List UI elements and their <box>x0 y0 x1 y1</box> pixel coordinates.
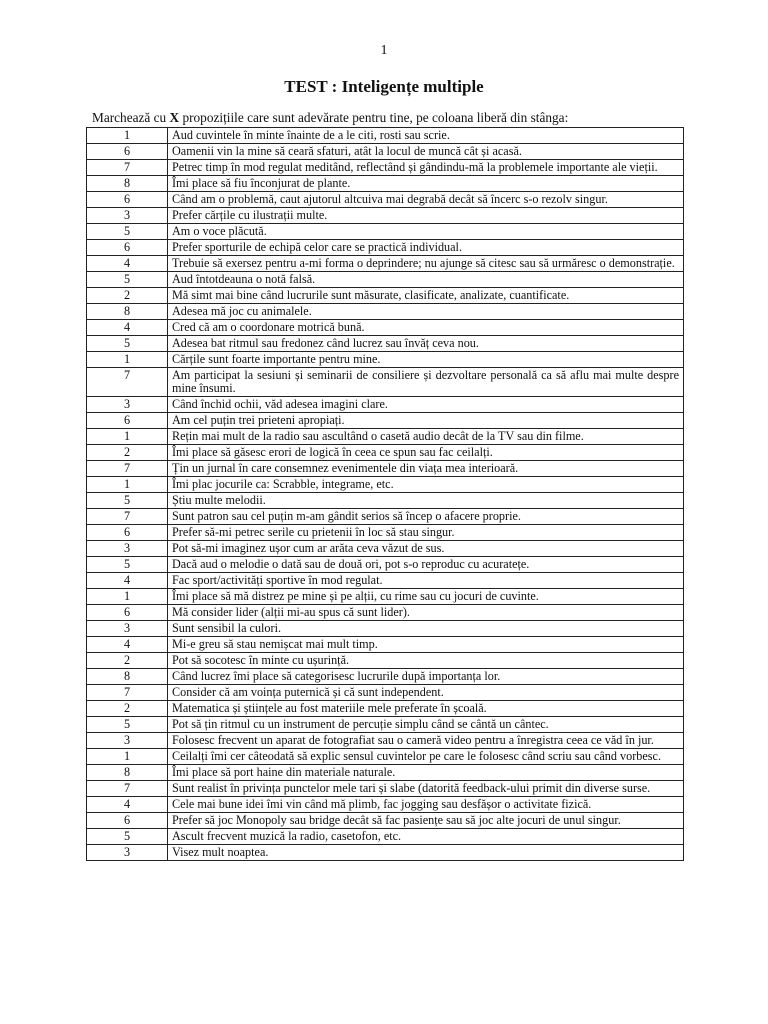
row-number: 5 <box>87 493 168 509</box>
row-statement: Prefer să-mi petrec serile cu prietenii în loc să stau singur. <box>168 525 684 541</box>
table-row <box>87 192 684 208</box>
table-row <box>87 541 684 557</box>
row-statement: Când închid ochii, văd adesea imagini clare. <box>168 397 684 413</box>
row-number: 6 <box>87 525 168 541</box>
row-statement: Fac sport/activități sportive în mod regulat. <box>168 573 684 589</box>
row-number: 7 <box>87 509 168 525</box>
table-row <box>87 733 684 749</box>
table-row <box>87 240 684 256</box>
row-statement: Aud cuvintele în minte înainte de a le citi, rosti sau scrie. <box>168 128 684 144</box>
row-number: 5 <box>87 717 168 733</box>
row-number: 3 <box>87 208 168 224</box>
row-number: 1 <box>87 749 168 765</box>
row-statement: Trebuie să exersez pentru a-mi forma o deprindere; nu ajunge să citesc sau să urmăresc o demonstrație. <box>168 256 684 272</box>
row-statement: Când lucrez îmi place să categorisesc lucrurile după importanța lor. <box>168 669 684 685</box>
row-number: 6 <box>87 240 168 256</box>
table-row <box>87 653 684 669</box>
instruction-before: Marchează cu <box>92 110 170 125</box>
row-statement: Cărțile sunt foarte importante pentru mine. <box>168 352 684 368</box>
row-statement: Rețin mai mult de la radio sau ascultând o casetă audio decât de la TV sau din filme. <box>168 429 684 445</box>
row-number: 8 <box>87 304 168 320</box>
row-number: 3 <box>87 541 168 557</box>
page-title: TEST : Inteligențe multiple <box>284 77 484 96</box>
instruction-text <box>92 110 568 126</box>
table-row <box>87 765 684 781</box>
table-row <box>87 845 684 861</box>
table-row <box>87 128 684 144</box>
table-row <box>87 781 684 797</box>
row-number: 6 <box>87 605 168 621</box>
page-number: 1 <box>380 43 388 58</box>
row-statement: Dacă aud o melodie o dată sau de două ori, pot s-o reproduc cu acuratețe. <box>168 557 684 573</box>
row-number: 8 <box>87 176 168 192</box>
row-number: 6 <box>87 813 168 829</box>
row-number: 5 <box>87 336 168 352</box>
table-row <box>87 176 684 192</box>
row-statement: Sunt sensibil la culori. <box>168 621 684 637</box>
row-statement: Petrec timp în mod regulat meditând, reflectând și gândindu-mă la problemele importante ale vieții. <box>168 160 684 176</box>
row-number: 5 <box>87 829 168 845</box>
row-statement: Mă consider lider (alții mi-au spus că sunt lider). <box>168 605 684 621</box>
table-row <box>87 336 684 352</box>
table-row <box>87 605 684 621</box>
row-number: 4 <box>87 797 168 813</box>
row-statement: Prefer sporturile de echipă celor care se practică individual. <box>168 240 684 256</box>
table-row <box>87 669 684 685</box>
row-number: 6 <box>87 144 168 160</box>
row-number: 1 <box>87 589 168 605</box>
table-row <box>87 749 684 765</box>
row-number: 2 <box>87 653 168 669</box>
row-number: 7 <box>87 781 168 797</box>
row-number: 8 <box>87 669 168 685</box>
row-number: 4 <box>87 637 168 653</box>
row-statement: Cele mai bune idei îmi vin când mă plimb, fac jogging sau desfășor o activitate fizică. <box>168 797 684 813</box>
table-row <box>87 621 684 637</box>
statements-table <box>86 127 684 861</box>
row-statement: Am cel puțin trei prieteni apropiați. <box>168 413 684 429</box>
table-row <box>87 797 684 813</box>
questionnaire <box>86 127 684 861</box>
row-statement: Pot să-mi imaginez ușor cum ar arăta ceva văzut de sus. <box>168 541 684 557</box>
row-number: 3 <box>87 733 168 749</box>
table-row <box>87 288 684 304</box>
row-number: 7 <box>87 685 168 701</box>
row-statement: Consider că am voința puternică și că sunt independent. <box>168 685 684 701</box>
table-row <box>87 509 684 525</box>
table-row <box>87 368 684 397</box>
table-row <box>87 701 684 717</box>
row-statement: Pot să țin ritmul cu un instrument de percuție simplu când se cântă un cântec. <box>168 717 684 733</box>
table-row <box>87 829 684 845</box>
row-number: 4 <box>87 320 168 336</box>
row-number: 2 <box>87 445 168 461</box>
table-row <box>87 589 684 605</box>
row-statement: Oamenii vin la mine să ceară sfaturi, atât la locul de muncă cât și acasă. <box>168 144 684 160</box>
row-statement: Îmi place să mă distrez pe mine și pe alții, cu rime sau cu jocuri de cuvinte. <box>168 589 684 605</box>
row-statement: Prefer cărțile cu ilustrații multe. <box>168 208 684 224</box>
table-row <box>87 477 684 493</box>
row-number: 4 <box>87 573 168 589</box>
row-statement: Sunt patron sau cel puțin m-am gândit serios să încep o afacere proprie. <box>168 509 684 525</box>
row-statement: Mi-e greu să stau nemișcat mai mult timp. <box>168 637 684 653</box>
table-row <box>87 352 684 368</box>
row-number: 2 <box>87 701 168 717</box>
table-row <box>87 304 684 320</box>
row-statement: Mă simt mai bine când lucrurile sunt măsurate, clasificate, analizate, cuantificate. <box>168 288 684 304</box>
row-number: 7 <box>87 461 168 477</box>
table-row <box>87 397 684 413</box>
instruction-mark: X <box>169 110 180 125</box>
row-statement: Folosesc frecvent un aparat de fotografiat sau o cameră video pentru a înregistra ceea ce văd în jur. <box>168 733 684 749</box>
table-row <box>87 144 684 160</box>
row-statement: Am o voce plăcută. <box>168 224 684 240</box>
table-row <box>87 637 684 653</box>
table-row <box>87 224 684 240</box>
row-number: 5 <box>87 224 168 240</box>
row-statement: Ascult frecvent muzică la radio, casetofon, etc. <box>168 829 684 845</box>
table-row <box>87 461 684 477</box>
row-number: 5 <box>87 557 168 573</box>
row-number: 6 <box>87 192 168 208</box>
row-number: 1 <box>87 128 168 144</box>
table-row <box>87 160 684 176</box>
row-statement: Îmi place să găsesc erori de logică în ceea ce spun sau fac ceilalți. <box>168 445 684 461</box>
row-statement: Adesea bat ritmul sau fredonez când lucrez sau învăț ceva nou. <box>168 336 684 352</box>
row-number: 1 <box>87 352 168 368</box>
row-statement: Am participat la sesiuni și seminarii de consiliere și dezvoltare personală ca să aflu mai multe despre mine însumi. <box>168 368 684 397</box>
table-row <box>87 320 684 336</box>
row-number: 4 <box>87 256 168 272</box>
row-statement: Visez mult noaptea. <box>168 845 684 861</box>
table-row <box>87 525 684 541</box>
row-statement: Țin un jurnal în care consemnez evenimentele din viața mea interioară. <box>168 461 684 477</box>
table-row <box>87 573 684 589</box>
table-row <box>87 813 684 829</box>
table-row <box>87 685 684 701</box>
instruction-after: propozițiile care sunt adevărate pentru tine, pe coloana liberă din stânga: <box>179 110 569 125</box>
row-statement: Adesea mă joc cu animalele. <box>168 304 684 320</box>
row-number: 7 <box>87 160 168 176</box>
row-number: 3 <box>87 845 168 861</box>
row-statement: Prefer să joc Monopoly sau bridge decât să fac pasiențe sau să joc alte jocuri de unul singur. <box>168 813 684 829</box>
row-number: 6 <box>87 413 168 429</box>
row-statement: Cred că am o coordonare motrică bună. <box>168 320 684 336</box>
row-number: 1 <box>87 429 168 445</box>
row-statement: Știu multe melodii. <box>168 493 684 509</box>
table-row <box>87 557 684 573</box>
row-statement: Sunt realist în privința punctelor mele tari și slabe (datorită feedback-ului primit din diverse surse. <box>168 781 684 797</box>
row-number: 1 <box>87 477 168 493</box>
row-statement: Când am o problemă, caut ajutorul altcuiva mai degrabă decât să încerc s-o rezolv singur. <box>168 192 684 208</box>
table-row <box>87 429 684 445</box>
table-row <box>87 208 684 224</box>
table-row <box>87 717 684 733</box>
table-row <box>87 493 684 509</box>
row-number: 3 <box>87 621 168 637</box>
row-number: 8 <box>87 765 168 781</box>
table-row <box>87 445 684 461</box>
row-statement: Ceilalți îmi cer câteodată să explic sensul cuvintelor pe care le folosesc când scriu sau când vorbesc. <box>168 749 684 765</box>
row-number: 7 <box>87 368 168 397</box>
table-row <box>87 413 684 429</box>
row-number: 5 <box>87 272 168 288</box>
row-statement: Îmi place să port haine din materiale naturale. <box>168 765 684 781</box>
row-statement: Aud întotdeauna o notă falsă. <box>168 272 684 288</box>
table-row <box>87 272 684 288</box>
row-number: 2 <box>87 288 168 304</box>
row-statement: Pot să socotesc în minte cu ușurință. <box>168 653 684 669</box>
table-row <box>87 256 684 272</box>
row-statement: Îmi plac jocurile ca: Scrabble, integrame, etc. <box>168 477 684 493</box>
row-statement: Îmi place să fiu înconjurat de plante. <box>168 176 684 192</box>
row-statement: Matematica și științele au fost materiile mele preferate în școală. <box>168 701 684 717</box>
row-number: 3 <box>87 397 168 413</box>
